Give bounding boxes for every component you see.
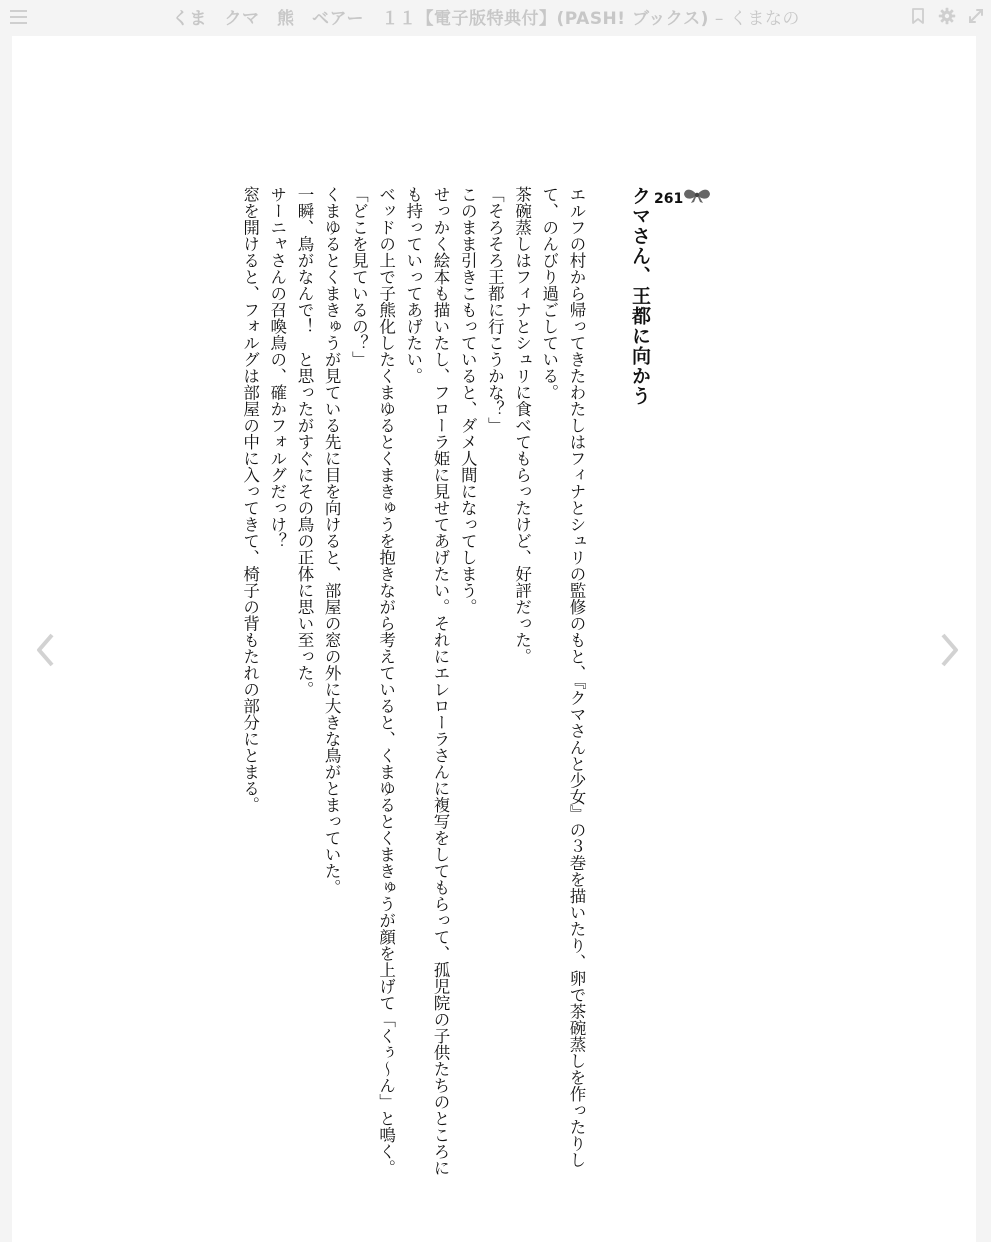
paragraph: 「どこを見ているの？」: [349, 186, 369, 368]
chevron-right-icon[interactable]: [937, 632, 961, 668]
book-page: [12, 36, 976, 1242]
book-title: くま クマ 熊 ベアー １１【電子版特典付】(PASH! ブックス): [172, 9, 709, 29]
bookmark-icon[interactable]: [909, 7, 927, 25]
chapter-number: 261: [654, 191, 684, 207]
paragraph: サーニャさんの召喚鳥の、確かフォルグだっけ？: [267, 186, 287, 549]
book-title-bar: [120, 4, 880, 29]
expand-icon[interactable]: [967, 7, 985, 25]
paragraph: 「そろそろ王都に行こうかな？」: [485, 186, 505, 434]
chevron-left-icon[interactable]: [34, 632, 58, 668]
paragraph: くまゆるとくまきゅうが見ている先に目を向けると、部屋の窓の外に大きな鳥がとまっていた。: [322, 186, 342, 896]
paragraph: エルフの村から帰ってきたわたしはフィナとシュリの監修のもと、『クマさんと少女』の３巻を描いたり、卵で茶碗蒸しを作ったりして、のんびり過ごしている。: [539, 186, 586, 1168]
book-author: くまなの: [729, 9, 800, 29]
paragraph: 窓を開けると、フォルグは部屋の中に入ってきて、椅子の背もたれの部分にとまる。: [240, 186, 260, 813]
vertical-text-block: [236, 186, 712, 1186]
reader-toolbar: [0, 0, 991, 36]
paragraph: ベッドの上で子熊化したくまゆるとくまきゅうを抱きながら考えていると、くまゆるとくまきゅうが顔を上げて「くぅ～ん」と鳴く。: [376, 186, 396, 1176]
paragraph: このまま引きこもっていると、ダメ人間になってしまう。: [458, 186, 478, 615]
paragraph: 一瞬、鳥がなんで！ と思ったがすぐにその鳥の正体に思い至った。: [294, 186, 314, 698]
ribbon-ornament-icon: [682, 186, 712, 204]
paragraph: 茶碗蒸しはフィナとシュリに食べてもらったけど、好評だった。: [512, 186, 532, 665]
gear-icon[interactable]: [938, 7, 956, 25]
chapter-heading: [626, 186, 712, 1186]
chapter-title: クマさん、王都に向かう: [629, 186, 651, 406]
title-separator: –: [714, 9, 724, 29]
paragraph: せっかく絵本も描いたし、フローラ姫に見せてあげたい。それにエレローラさんに複写をしてもらって、孤児院の子供たちのところにも持っていってあげたい。: [403, 186, 450, 1176]
hamburger-menu-icon[interactable]: [10, 10, 27, 24]
